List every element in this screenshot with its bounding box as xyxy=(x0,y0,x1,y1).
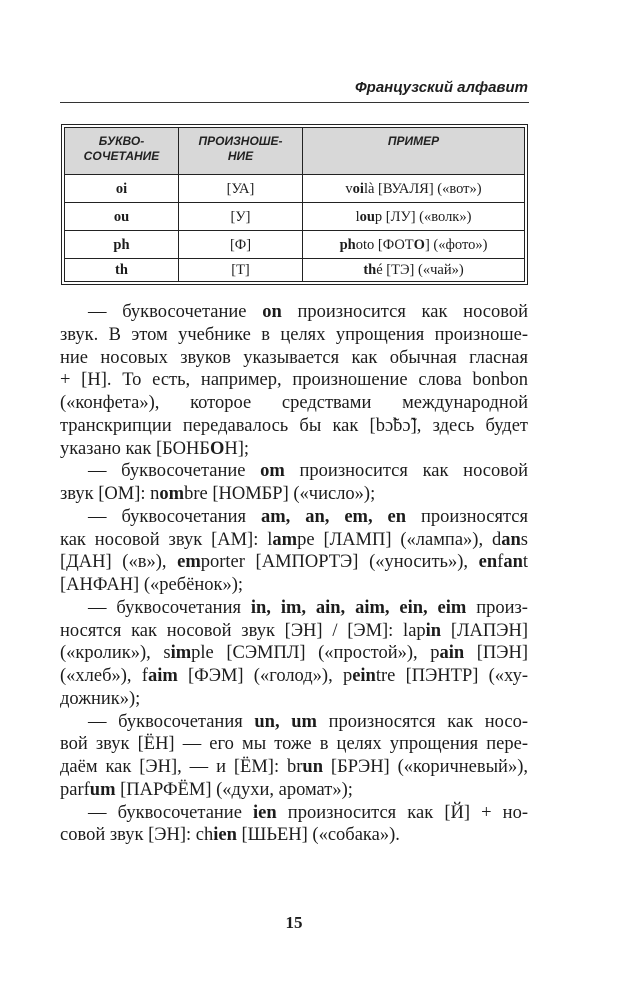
text-line xyxy=(60,369,528,392)
text-run: («хлеб»), f xyxy=(60,666,148,686)
table-head xyxy=(65,128,525,175)
text-run: произносится как [Й] + но- xyxy=(276,802,528,823)
table-cell-letter-combination: oi xyxy=(65,175,179,203)
page-number: 15 xyxy=(285,913,303,932)
table-cell-example xyxy=(303,203,525,231)
alphabet-table xyxy=(61,124,528,285)
text-line xyxy=(60,551,528,574)
text-run: ] («фото») xyxy=(424,236,488,253)
text-line xyxy=(60,460,528,483)
header-line: ПРИМЕР xyxy=(387,134,440,148)
text-line xyxy=(60,642,528,665)
text-run: p [ЛУ] («волк») xyxy=(374,208,472,225)
text-run: совой звук [ЭН]: ch xyxy=(60,825,214,846)
text-run: [ПЭН] xyxy=(464,643,529,664)
body-text xyxy=(60,301,528,847)
bold-term: ein xyxy=(352,666,376,686)
bold-term: in, im, ain, aim, ein, eim xyxy=(250,597,467,618)
text-run: v xyxy=(345,180,353,197)
text-line xyxy=(60,711,528,734)
text-line xyxy=(60,688,528,711)
bold-term: О xyxy=(413,236,425,253)
text-line xyxy=(60,529,528,552)
table-cell-example xyxy=(303,175,525,203)
header-pronunciation xyxy=(179,128,303,175)
bold-term: in xyxy=(425,620,442,641)
bold-term: un xyxy=(302,757,323,777)
text-line xyxy=(60,483,528,506)
text-run: произносятся xyxy=(406,506,528,527)
bold-term: un, um xyxy=(254,711,317,732)
text-run: oto [ФОТ xyxy=(355,236,414,253)
table-row xyxy=(65,231,525,259)
header-line: БУКВО- xyxy=(98,134,145,148)
table-grid xyxy=(64,127,525,282)
table-cell-letter-combination: ou xyxy=(65,203,179,231)
text-run: porter [АМПОРТЭ] («уносить»), xyxy=(200,552,479,573)
text-line xyxy=(60,665,528,688)
table-body xyxy=(65,175,525,282)
text-run: [ФЭМ] («голод»), p xyxy=(177,666,353,686)
bold-term: um xyxy=(89,779,116,800)
text-run: произ- xyxy=(466,597,528,618)
paragraph xyxy=(60,506,528,597)
text-line xyxy=(60,620,528,643)
bold-term: an xyxy=(503,552,523,573)
text-run: ние носовых звуков указывается как обычная гласная xyxy=(60,347,528,368)
text-run: s xyxy=(520,529,528,550)
bold-term: im xyxy=(170,643,192,664)
text-run: tre [ПЭНТР] («ху- xyxy=(375,666,528,686)
bold-term: em xyxy=(177,552,201,573)
text-run: bre [НОМБР] («число»); xyxy=(184,484,376,504)
text-run: — буквосочетание xyxy=(88,802,254,823)
text-run: транскрипции передавалось бы как [bɔ̃bɔ̃], здесь будет xyxy=(60,415,528,436)
bold-term: О xyxy=(210,438,225,459)
bold-term: ien xyxy=(213,825,237,846)
text-run: — буквосочетания xyxy=(88,711,255,732)
header-line: ПРОИЗНОШЕ- xyxy=(198,134,283,148)
table-cell-pronunciation: [Т] xyxy=(179,259,303,282)
text-run: — буквосочетание xyxy=(88,302,263,322)
text-line xyxy=(60,802,528,825)
text-run: f xyxy=(497,552,504,573)
bold-term: om xyxy=(159,484,185,504)
text-run: [ПАРФЁМ] («духи, аромат»); xyxy=(115,779,353,800)
bold-term: an xyxy=(501,529,521,550)
text-run: дожник»); xyxy=(60,688,141,709)
text-run: как носовой звук [АМ]: l xyxy=(60,529,273,550)
text-run: («конфета»), которое средствами международной xyxy=(60,393,528,413)
text-run: parf xyxy=(60,779,90,800)
bold-term: ain xyxy=(439,643,465,664)
table-row xyxy=(65,203,525,231)
bold-term: en xyxy=(478,552,498,573)
text-run: — буквосочетания xyxy=(88,597,251,618)
table-cell-pronunciation: [УА] xyxy=(179,175,303,203)
text-line xyxy=(60,779,528,802)
table-cell-example xyxy=(303,231,525,259)
table-cell-pronunciation: [Ф] xyxy=(179,231,303,259)
bold-term: ou xyxy=(359,208,375,225)
text-run: t xyxy=(522,552,529,573)
text-line xyxy=(60,438,528,461)
table-cell-pronunciation: [У] xyxy=(179,203,303,231)
text-run: указано как [БОНБ xyxy=(60,438,210,459)
text-run: звук [ОМ]: n xyxy=(60,484,160,504)
text-run: [ШЬЕН] («собака»). xyxy=(236,825,400,846)
text-run: — буквосочетание xyxy=(88,461,261,482)
table-row xyxy=(65,175,525,203)
bold-term: oi xyxy=(352,180,364,197)
text-run: + [Н]. То есть, например, произношение слова bonbon xyxy=(60,370,528,391)
text-line xyxy=(60,392,528,415)
header-rule xyxy=(60,102,529,103)
bold-term: am xyxy=(272,529,298,550)
text-run: [АНФАН] («ребёнок»); xyxy=(60,575,244,595)
text-line xyxy=(60,347,528,370)
text-run: носятся как носовой звук [ЭН] / [ЭМ]: lap xyxy=(60,620,426,641)
text-run: вой звук [ЁН] — его мы тоже в целях упрощения пере- xyxy=(60,734,528,755)
bold-term: om xyxy=(260,461,285,482)
text-run: ple [СЭМПЛ] («простой»), p xyxy=(191,643,440,664)
table-row xyxy=(65,259,525,282)
header-line: СОЧЕТАНИЕ xyxy=(83,149,160,163)
text-run: Н]; xyxy=(224,438,250,459)
header-example xyxy=(303,128,525,175)
text-run: [БРЭН] («коричневый»), xyxy=(323,757,528,777)
paragraph xyxy=(60,711,528,802)
text-line xyxy=(60,506,528,529)
text-run: — буквосочетания xyxy=(88,506,261,527)
text-run: произносятся как носо- xyxy=(316,711,528,732)
text-run: [ДАН] («в»), xyxy=(60,552,178,573)
text-run: é [ТЭ] («чай») xyxy=(376,262,464,278)
table-cell-letter-combination: th xyxy=(65,259,179,282)
paragraph xyxy=(60,597,528,711)
text-run: l xyxy=(355,208,360,225)
text-line xyxy=(60,824,528,847)
table-cell-example xyxy=(303,259,525,282)
text-line xyxy=(60,733,528,756)
text-line xyxy=(60,415,528,438)
text-line xyxy=(60,301,528,324)
text-line xyxy=(60,597,528,620)
bold-term: am, an, em, en xyxy=(261,506,407,527)
table-cell-letter-combination: ph xyxy=(65,231,179,259)
text-run: pe [ЛАМП] («лампа»), d xyxy=(297,529,502,550)
paragraph xyxy=(60,802,528,848)
header-line: НИЕ xyxy=(227,149,254,163)
bold-term: ien xyxy=(253,802,277,823)
bold-term: aim xyxy=(147,666,178,686)
table-header-row xyxy=(65,128,525,175)
text-line xyxy=(60,756,528,779)
text-run: [ЛАПЭН] xyxy=(441,620,528,641)
bold-term: ph xyxy=(339,236,356,253)
paragraph xyxy=(60,460,528,506)
text-run: произносится как носовой xyxy=(281,302,528,322)
text-run: произносится как носовой xyxy=(284,461,528,482)
bold-term: on xyxy=(262,302,282,322)
running-header: Французский алфавит xyxy=(354,79,528,96)
text-run: là [ВУАЛЯ] («вот») xyxy=(363,180,482,197)
text-run: («кролик»), s xyxy=(60,643,171,664)
text-line xyxy=(60,574,528,597)
header-letter-combination xyxy=(65,128,179,175)
text-run: даём как [ЭН], — и [ЁМ]: br xyxy=(60,757,303,777)
paragraph xyxy=(60,301,528,460)
text-line xyxy=(60,324,528,347)
text-run: звук. В этом учебнике в целях упрощения произноше- xyxy=(60,324,528,345)
bold-term: th xyxy=(363,262,377,278)
